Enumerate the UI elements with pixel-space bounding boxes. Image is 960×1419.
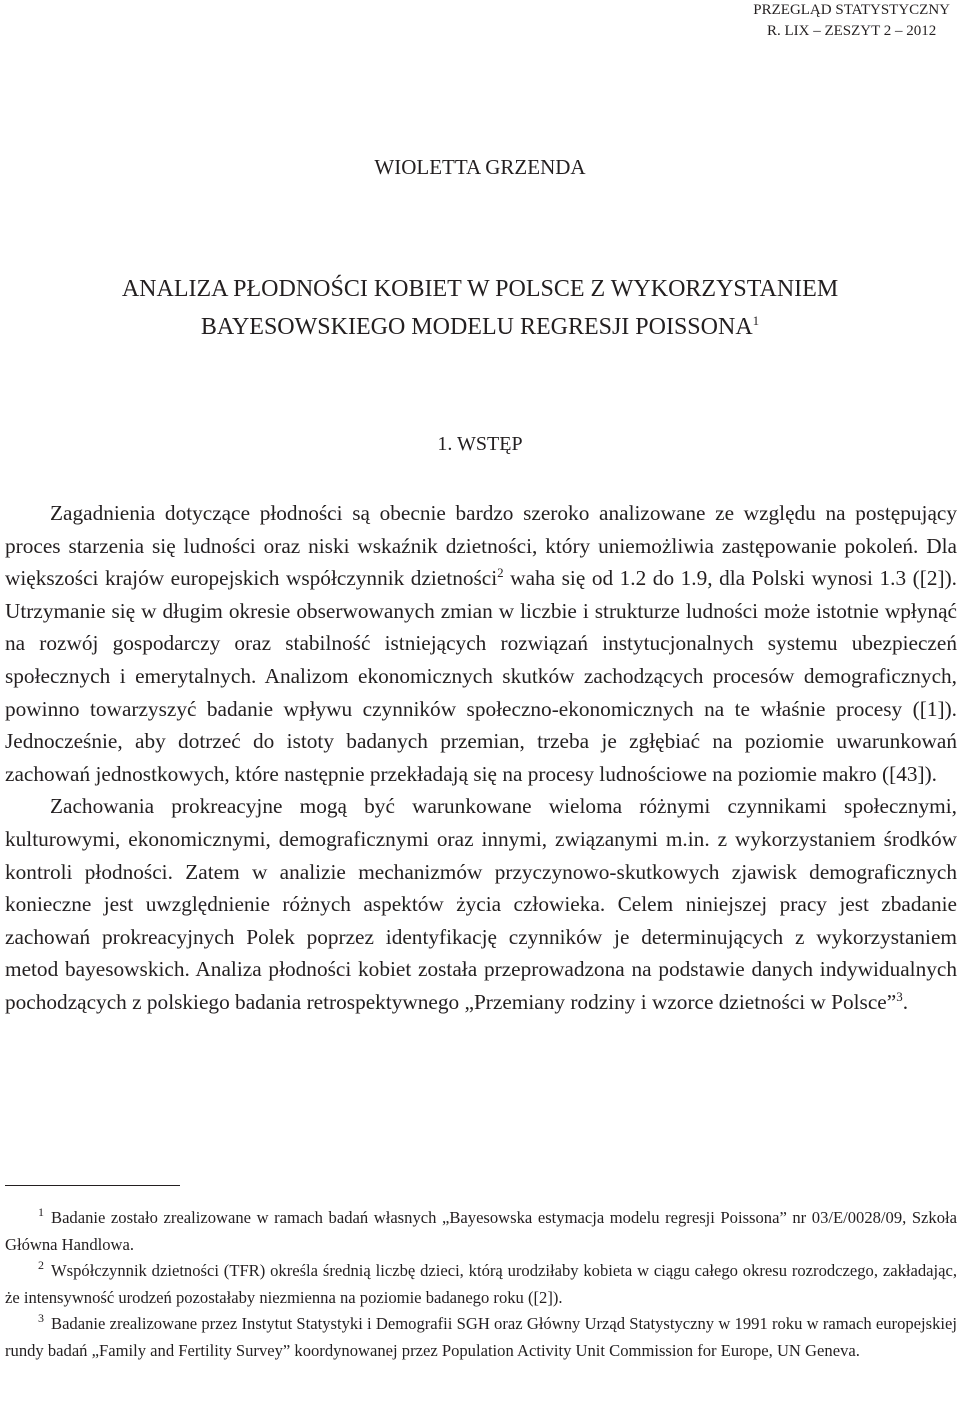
footnote-3 [5, 1311, 957, 1364]
paragraph-2 [5, 790, 957, 1018]
footnote-2-text: Współczynnik dzietności (TFR) określa średnią liczbę dzieci, którą urodziłaby kobieta w ciągu całego okresu rozrodczego, zakładając, że intensywność urodzeń pozostałaby niezmienna na poziomie badanego roku ([2]). [5, 1261, 957, 1307]
footnote-3-text: Badanie zrealizowane przez Instytut Statystyki i Demografii SGH oraz Główny Urząd Statystyczny w 1991 roku w ramach europejskiej rundy badań „Family and Fertility Survey” koordynowanej przez Population Activity Unit Commission for Europe, UN Geneva. [5, 1314, 957, 1360]
article-body [5, 497, 957, 1019]
journal-header [753, 0, 950, 42]
author-name: WIOLETTA GRZENDA [374, 155, 586, 179]
journal-volume: R. LIX – ZESZYT 2 – 2012 [766, 23, 937, 39]
paragraph-1-text-a: Zagadnienia dotyczące płodności są obecnie bardzo szeroko analizowane ze względu na postępujący proces starzenia się ludności oraz niski wskaźnik dzietności, który uniemożliwia zastępowanie pokoleń. Dla większości krajów europejskich współczynnik dzietności [5, 501, 957, 591]
article-title [0, 273, 960, 343]
paragraph-2-text-b: . [902, 989, 909, 1014]
footnotes [5, 1205, 957, 1364]
journal-name: PRZEGLĄD STATYSTYCZNY [753, 2, 950, 18]
paragraph-1 [5, 497, 957, 790]
paragraph-2-text-a: Zachowania prokreacyjne mogą być warunkowane wieloma różnymi czynnikami społecznymi, kulturowymi, ekonomicznymi, demograficznymi oraz innymi, związanymi m.in. z wykorzystaniem środków kontroli płodności. Zatem w analizie mechanizmów przyczynowo-skutkowych zjawisk demograficznych konieczne jest uwzględnienie różnych aspektów życia człowieka. Celem niniejszej pracy jest zbadanie zachowań prokreacyjnych Polek poprzez identyfikację czynników je determinujących z wykorzystaniem metod bayesowskich. Analiza płodności kobiet została przeprowadzona na podstawie danych indywidualnych pochodzących z polskiego badania retrospektywnego „Przemiany rodziny i wzorce dzietności w Polsce” [5, 794, 957, 1014]
footnote-2-mark: 2 [38, 1258, 44, 1272]
paragraph-2-footnote-ref: 3 [896, 988, 903, 1004]
footnote-1-mark: 1 [38, 1205, 44, 1219]
footnote-1-text: Badanie zostało zrealizowane w ramach badań własnych „Bayesowska estymacja modelu regresji Poissona” nr 03/E/0028/09, Szkoła Główna Handlowa. [5, 1208, 957, 1254]
paragraph-1-footnote-ref: 2 [497, 565, 504, 581]
paragraph-1-text-b: waha się od 1.2 do 1.9, dla Polski wynosi 1.3 ([2]). Utrzymanie się w długim okresie obserwowanych zmian w liczbie i strukturze ludności może istotnie wpłynąć na rozwój gospodarczy oraz stabilność istniejących rozwiązań instytucjonalnych systemu ubezpieczeń społecznych i emerytalnych. Analizom ekonomicznych skutków zachodzących procesów demograficznych, powinno towarzyszyć badanie wpływu czynników społeczno-ekonomicznych na te właśnie procesy ([1]). Jednocześnie, aby dotrzeć do istoty badanych przemian, trzeba je zgłębiać na poziomie uwarunkowań zachowań jednostkowych, które następnie przekładają się na procesy ludnościowe na poziomie makro ([43]). [5, 566, 957, 786]
title-line-2-text: BAYESOWSKIEGO MODELU REGRESJI POISSONA [200, 314, 753, 340]
footnote-1 [5, 1205, 957, 1258]
footnote-3-mark: 3 [38, 1311, 44, 1325]
section-heading: 1. WSTĘP [437, 433, 523, 455]
title-footnote-mark: 1 [752, 313, 760, 328]
title-line-1: ANALIZA PŁODNOŚCI KOBIET W POLSCE Z WYKORZYSTANIEM [121, 276, 839, 302]
title-line-2 [0, 305, 960, 343]
footnote-2 [5, 1258, 957, 1311]
footnote-divider [5, 1185, 180, 1186]
